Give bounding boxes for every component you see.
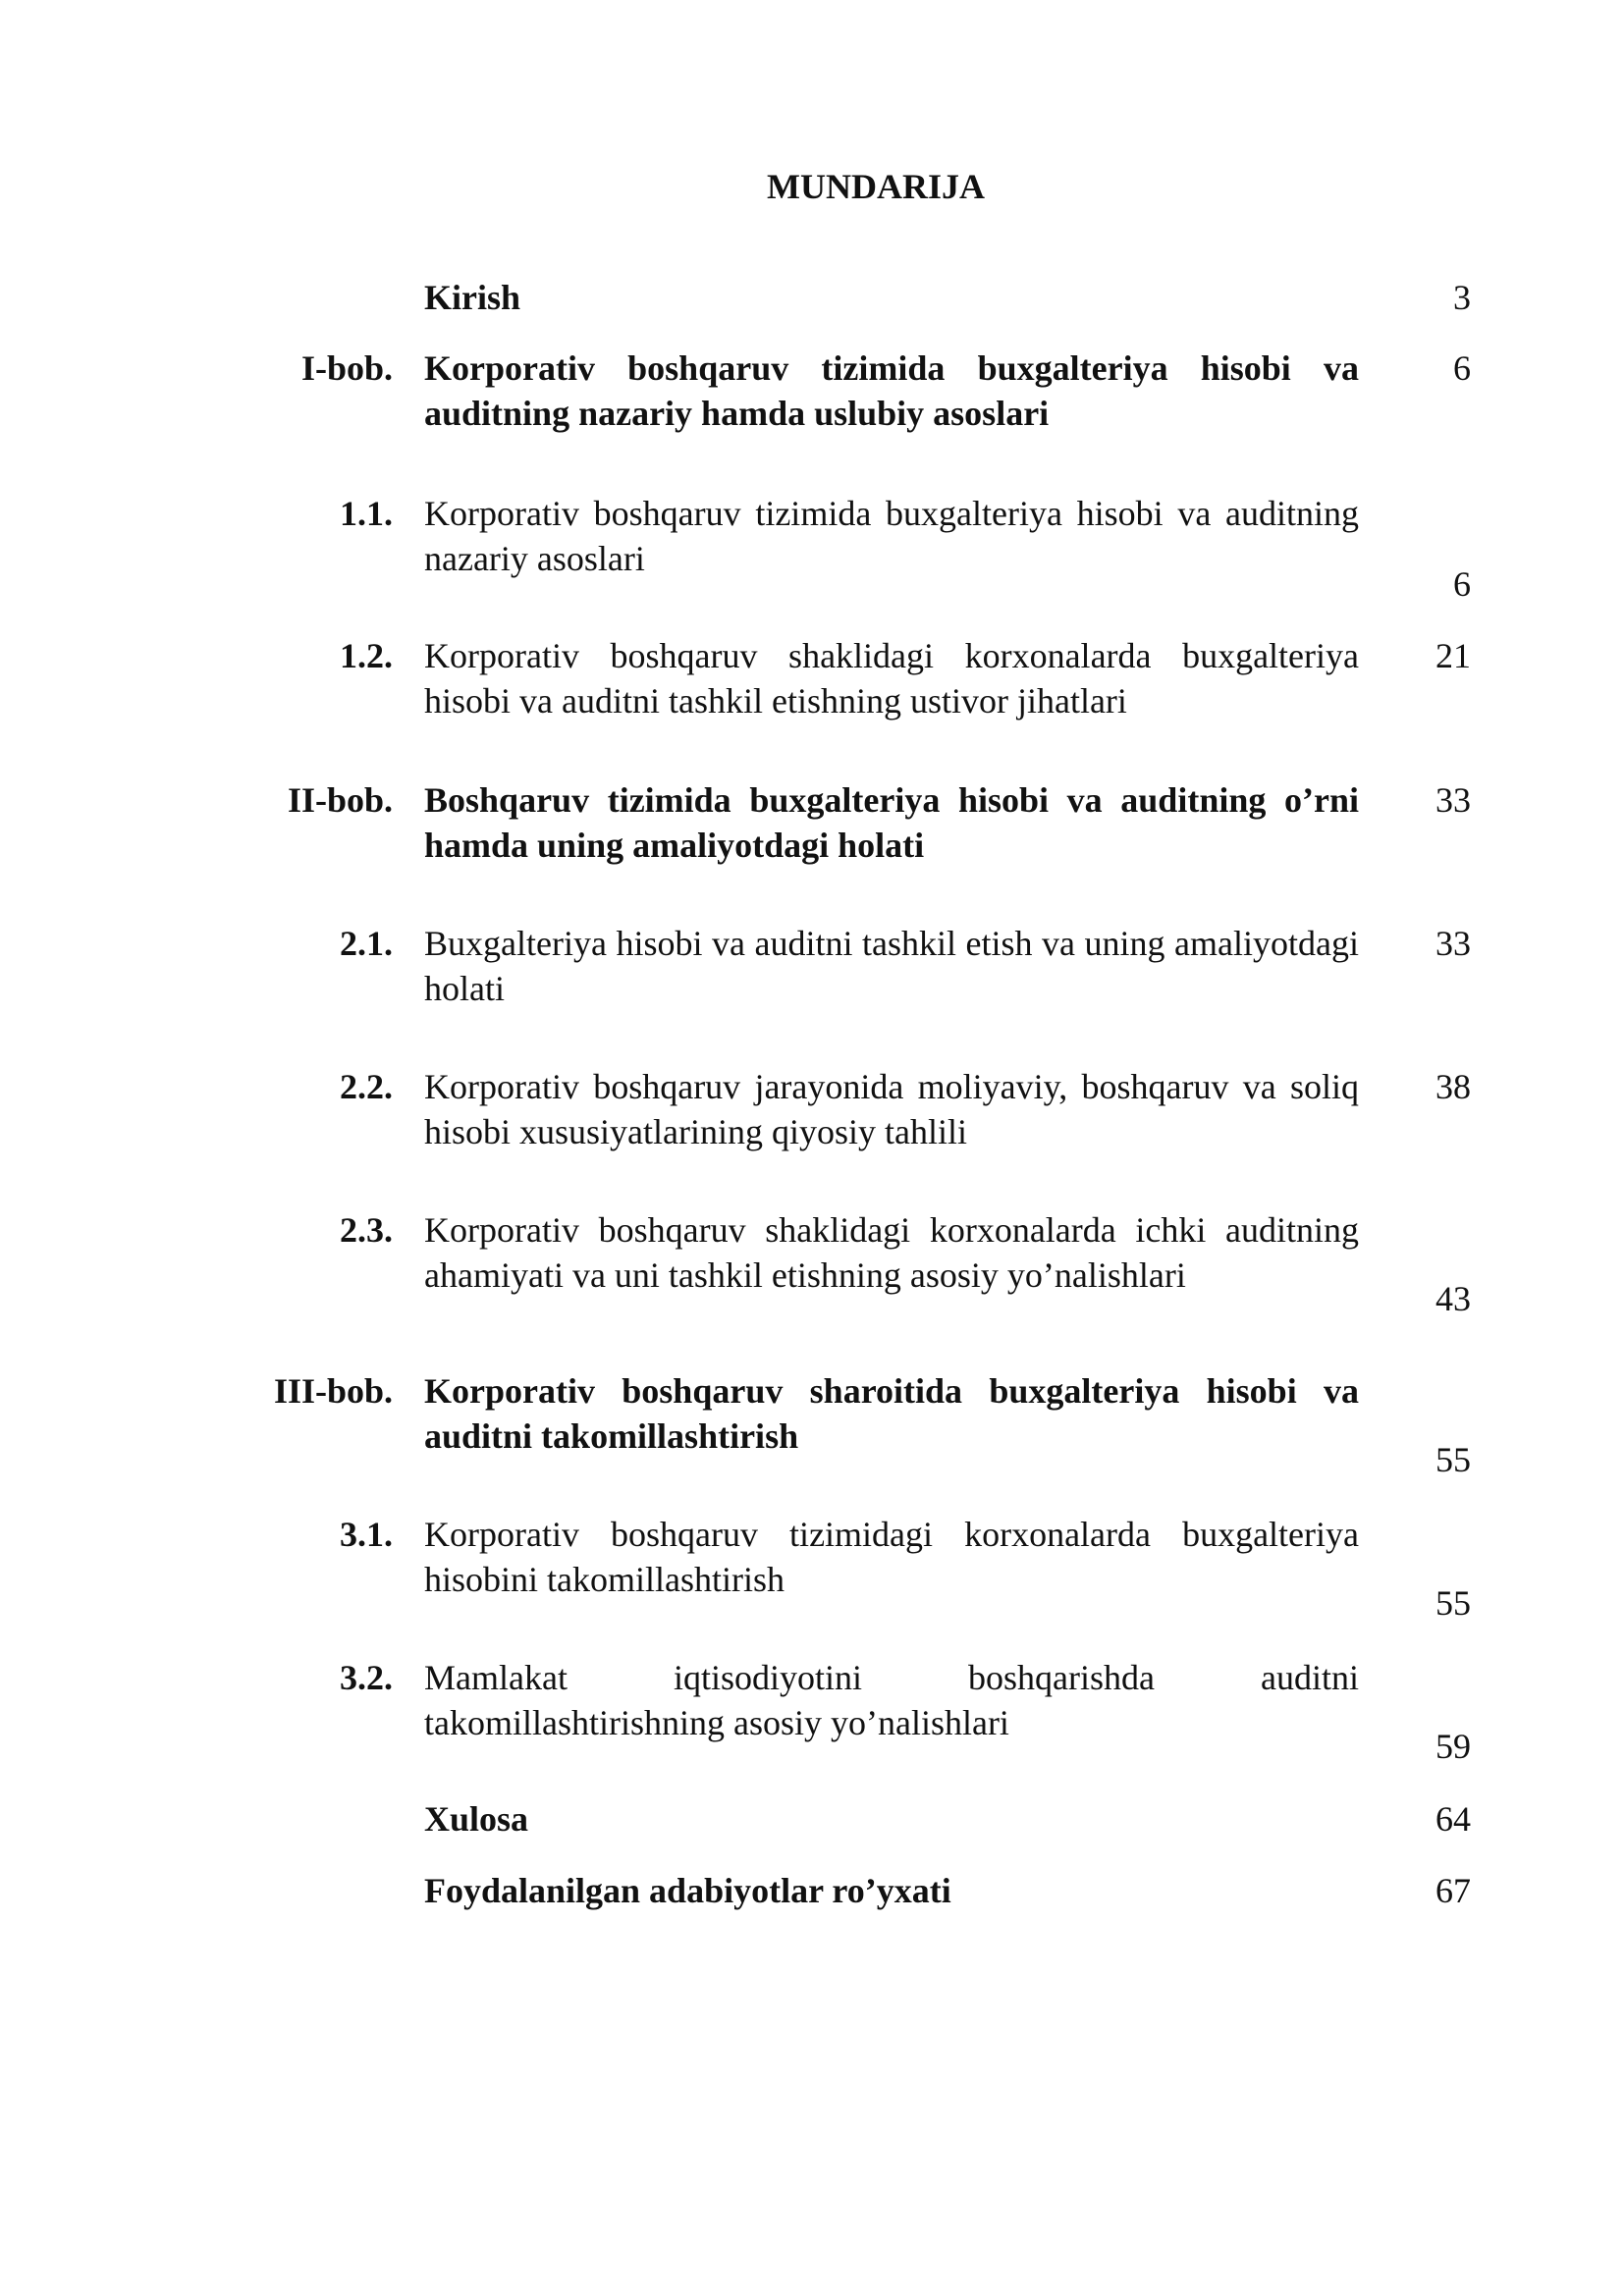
toc-entry-number: III-bob.: [273, 1371, 393, 1411]
toc-entry-page: 6: [1453, 564, 1471, 604]
toc-entry-title: Buxgalteriya hisobi va auditni tashkil etish va uning amaliyotdagi holati: [424, 924, 1359, 1008]
toc-entry-number: 2.3.: [340, 1210, 393, 1250]
toc-entry-title: Korporativ boshqaruv jarayonida moliyaviy, boshqaruv va soliq hisobi xususiyatlarining qiyosiy tahlili: [424, 1067, 1359, 1151]
toc-entry-title: Korporativ boshqaruv tizimida buxgalteriya hisobi va auditning nazariy asoslari: [424, 494, 1359, 578]
toc-entry-title: Korporativ boshqaruv shaklidagi korxonalarda buxgalteriya hisobi va auditni tashkil etishning ustivor jihatlari: [424, 636, 1359, 721]
toc-entry-page: 21: [1435, 636, 1471, 675]
toc-entry-title: Korporativ boshqaruv shaklidagi korxonalarda ichki auditning ahamiyati va uni tashkil etishning asosiy yo’nalishlari: [424, 1210, 1359, 1295]
toc-entry-page: 64: [1435, 1799, 1471, 1839]
toc-entry-title: Korporativ boshqaruv tizimida buxgalteriya hisobi va auditning nazariy hamda uslubiy asoslari: [424, 348, 1359, 433]
toc-entry-page: 59: [1435, 1727, 1471, 1766]
toc-entry-title: Korporativ boshqaruv sharoitida buxgalteriya hisobi va auditni takomillashtirish: [424, 1371, 1359, 1456]
toc-entry-page: 67: [1435, 1871, 1471, 1910]
toc-entry-title: Mamlakat iqtisodiyotini boshqarishda auditni takomillashtirishning asosiy yo’nalishlari: [424, 1658, 1359, 1742]
toc-entry-page: 43: [1435, 1279, 1471, 1318]
toc-entry-page: 33: [1435, 924, 1471, 963]
toc-entry-number: 1.1.: [340, 494, 393, 533]
toc-entry-number: 2.2.: [340, 1067, 393, 1106]
toc-entry-page: 55: [1435, 1440, 1471, 1479]
page-title: MUNDARIJA: [767, 167, 985, 206]
toc-entry-number: 3.1.: [340, 1515, 393, 1554]
toc-entry-title: Xulosa: [424, 1799, 529, 1839]
toc-entry-title: Boshqaruv tizimida buxgalteriya hisobi va auditning o’rni hamda uning amaliyotdagi holati: [424, 780, 1359, 865]
toc-entry-page: 33: [1435, 780, 1471, 820]
toc-entry-title: Korporativ boshqaruv tizimidagi korxonalarda buxgalteriya hisobini takomillashtirish: [424, 1515, 1359, 1599]
toc-entry-page: 55: [1435, 1583, 1471, 1623]
toc-entry-title: Foydalanilgan adabiyotlar ro’yxati: [424, 1871, 951, 1910]
toc-entry-number: 2.1.: [340, 924, 393, 963]
toc-entry-page: 3: [1453, 278, 1471, 317]
toc-entry-number: 1.2.: [340, 636, 393, 675]
toc-entry-page: 6: [1453, 348, 1471, 388]
toc-entry-number: 3.2.: [340, 1658, 393, 1697]
toc-entry-number: II-bob.: [287, 780, 393, 820]
toc-entry-page: 38: [1435, 1067, 1471, 1106]
toc-entry-title: Kirish: [424, 278, 521, 317]
toc-entry-number: I-bob.: [300, 348, 393, 388]
